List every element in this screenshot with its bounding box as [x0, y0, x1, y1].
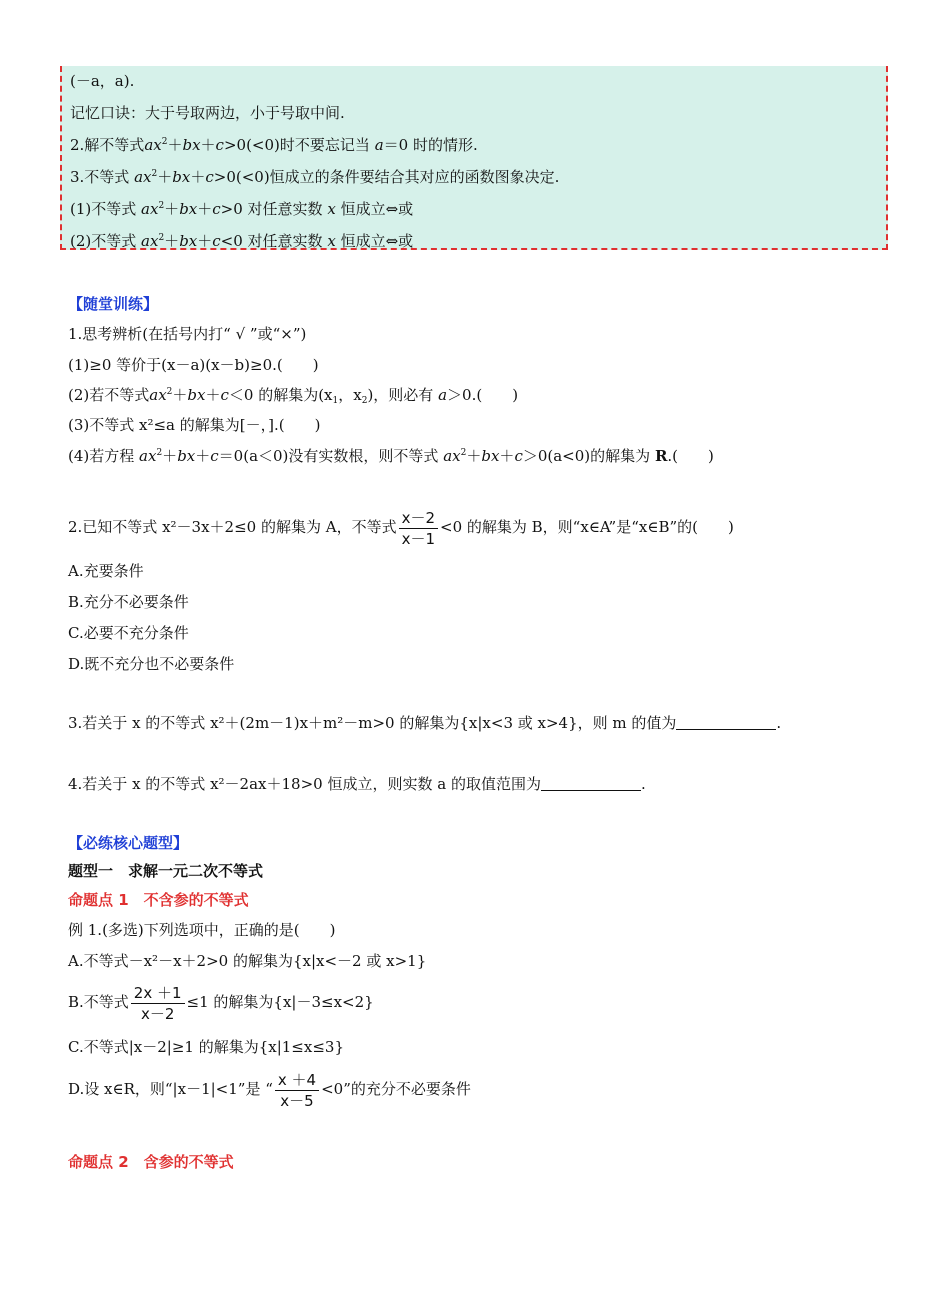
box-line-5: (1)不等式 $ax^2+bx+c>0$ 对任意实数 x 恒成立⇔或: [70, 200, 414, 218]
q4-stem: 4.若关于 x 的不等式 x²－2ax＋18>0 恒成立，则实数 a 的取值范围为 .: [68, 775, 646, 793]
ex1-d-fraction: $\frac{x +4}{x-5}$: [275, 1070, 319, 1111]
q1-item-2: (2)若不等式$ax^2+bx+c<0$ 的解集为($x_1$，$x_2$)，则必有 a＞0.( ): [68, 386, 519, 406]
example-1-option-a: A.不等式－x²－x＋2>0 的解集为{x|x<－2 或 x>1}: [68, 952, 427, 970]
q2-fraction: $\frac{x-2}{x-1}$: [399, 508, 438, 549]
ex1-b-fraction: $\frac{2x +1}{x-2}$: [131, 983, 185, 1024]
example-1-option-c: C.不等式|x－2|≥1 的解集为{x|1≤x≤3}: [68, 1038, 344, 1056]
q3-stem: 3.若关于 x 的不等式 x²＋(2m－1)x＋m²－m>0 的解集为{x|x<3 或 x>4}，则 m 的值为 .: [68, 714, 782, 732]
q1-item-3: (3)不等式 x²≤a 的解集为[－，].( ): [68, 416, 321, 434]
q1-item-1: (1)≥0 等价于(x－a)(x－b)≥0.( ): [68, 356, 319, 374]
q2-option-b: B.充分不必要条件: [68, 593, 189, 611]
example-1-stem: 例 1.(多选)下列选项中，正确的是( ): [68, 921, 336, 939]
q2-stem: 2.已知不等式 x²－3x＋2≤0 的解集为 A，不等式 $\frac{x-2}{x-1}$ <0 的解集为 B，则“x∈A”是“x∈B”的( ): [68, 508, 734, 548]
box-line-3: 2.解不等式$ax^2+bx+c>0(<0)$时不要忘记当 a＝0 时的情形.: [70, 136, 478, 154]
box-line-1: (－a，a).: [70, 72, 135, 90]
example-1-option-d: D.设 x∈R，则“|x－1|<1”是 “ $\frac{x +4}{x-5}$ <0”的充分不必要条件: [68, 1070, 471, 1110]
q2-option-a: A.充要条件: [68, 562, 144, 580]
box-line-2: 记忆口诀：大于号取两边，小于号取中间.: [70, 104, 345, 122]
point-1-heading: 命题点 1 不含参的不等式: [68, 891, 249, 909]
core-heading: 【必练核心题型】: [68, 834, 189, 852]
q4-answer-blank[interactable]: [541, 776, 641, 791]
q1-item-4: (4)若方程 $ax^2+bx+c=0(a<0)$没有实数根，则不等式 $ax^2+bx+c>0(a<0)$的解集为 R.( ): [68, 447, 714, 465]
q2-option-d: D.既不充分也不必要条件: [68, 655, 235, 673]
box-line-6: (2)不等式 $ax^2+bx+c<0$ 对任意实数 x 恒成立⇔或: [70, 232, 414, 250]
summary-box: [60, 66, 888, 250]
practice-heading: 【随堂训练】: [68, 295, 159, 313]
q3-answer-blank[interactable]: [676, 715, 776, 730]
box-line-4: 3.不等式 $ax^2+bx+c>0(<0)$恒成立的条件要结合其对应的函数图象决定.: [70, 168, 560, 186]
example-1-option-b: B.不等式 $\frac{2x +1}{x-2}$ ≤1 的解集为{x|－3≤x<2}: [68, 983, 374, 1023]
q1-title: 1.思考辨析(在括号内打“ √ ”或“×”): [68, 325, 307, 343]
type-1-heading: 题型一 求解一元二次不等式: [68, 862, 264, 880]
point-2-heading: 命题点 2 含参的不等式: [68, 1153, 234, 1171]
q2-option-c: C.必要不充分条件: [68, 624, 189, 642]
